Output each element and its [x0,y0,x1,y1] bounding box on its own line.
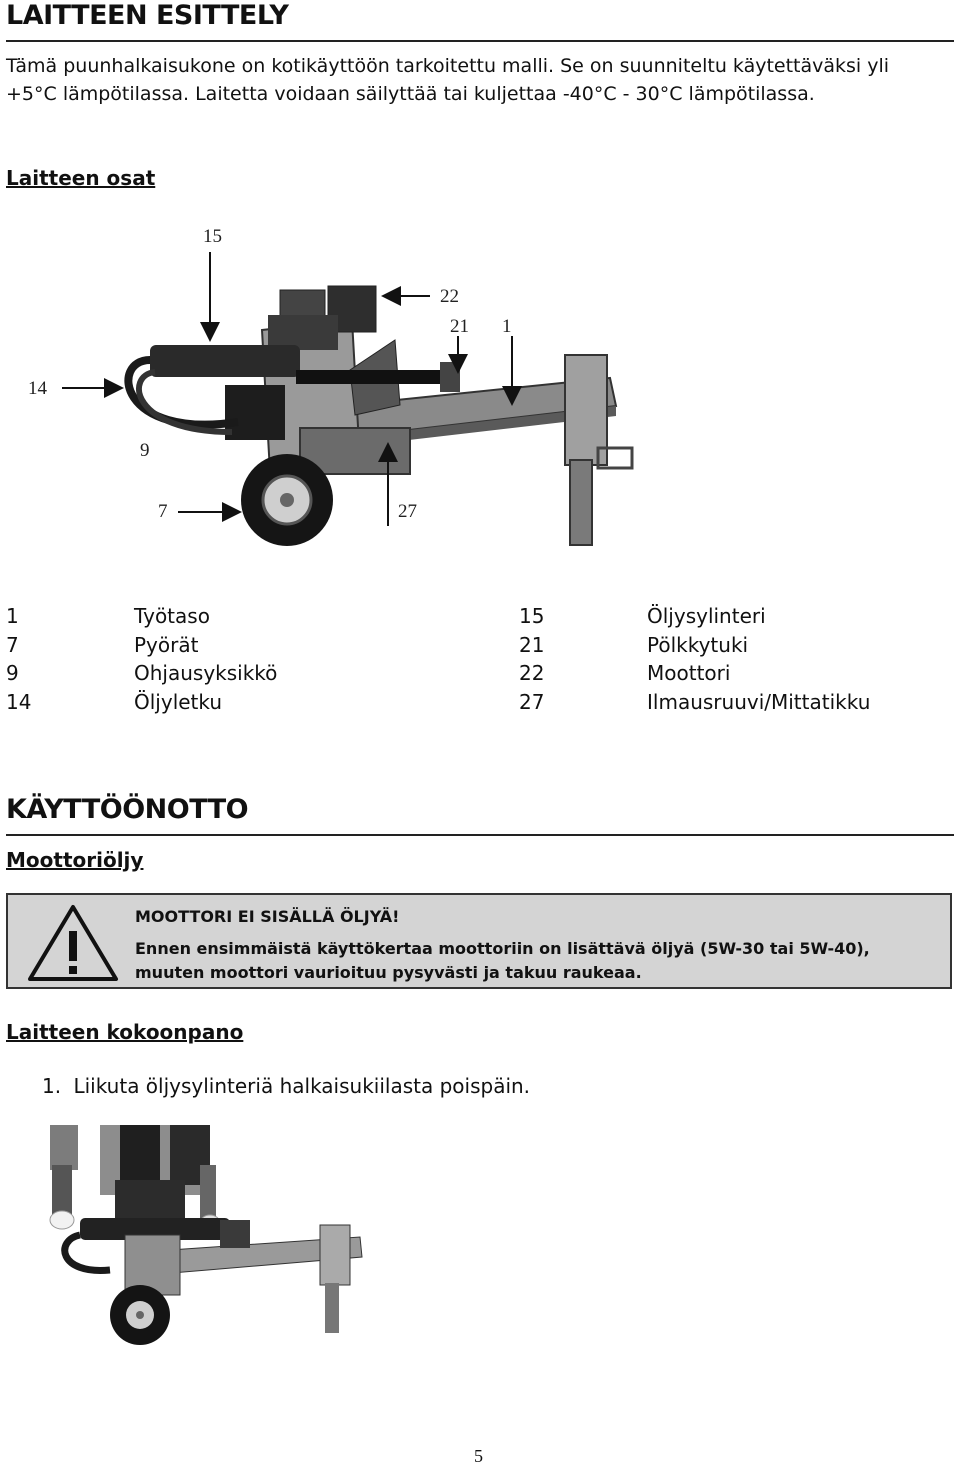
warning-line-1: Ennen ensimmäistä käyttökertaa moottoriin on lisättävä öljyä (5W-30 tai 5W-40), [135,939,870,958]
step-text: Liikuta öljysylinteriä halkaisukiilasta poispäin. [73,1074,531,1098]
part-name: Öljysylinteri [647,604,766,629]
warning-text [135,937,870,985]
part-name: Moottori [647,661,731,686]
section-heading-startup: KÄYTTÖÖNOTTO [6,794,249,825]
part-number: 14 [6,689,32,714]
callout-22: 22 [440,286,459,307]
oil-heading: Moottoriöljy [6,848,144,872]
log-splitter-diagram [0,210,700,560]
callout-9: 9 [140,440,150,461]
section-heading-intro: LAITTEEN ESITTELY [6,0,289,31]
step-number: 1. [42,1074,62,1098]
callout-21: 21 [450,316,469,337]
heading-rule [6,40,954,42]
intro-line-2: +5°C lämpötilassa. Laitetta voidaan säilyttää tai kuljettaa -40°C - 30°C lämpötilassa. [6,83,815,105]
part-number: 1 [6,604,19,629]
parts-row [6,688,870,717]
part-number: 9 [6,661,19,686]
part-number: 22 [519,661,545,686]
callout-1: 1 [502,316,512,337]
intro-line-1: Tämä puunhalkaisukone on kotikäyttöön tarkoitettu malli. Se on suunniteltu käytettäväksi yli [6,55,890,77]
part-name: Pölkkytuki [647,632,749,657]
assembly-heading: Laitteen kokoonpano [6,1020,244,1044]
intro-text [6,52,956,108]
part-number: 15 [519,604,545,629]
step-1 [42,1074,530,1098]
parts-table [6,602,870,716]
part-number: 21 [519,632,545,657]
part-number: 7 [6,632,19,657]
warning-line-2: muuten moottori vaurioituu pysyvästi ja takuu raukeaa. [135,963,642,982]
part-name: Öljyletku [134,689,223,714]
part-number: 27 [519,689,545,714]
part-name: Pyörät [134,632,199,657]
parts-heading: Laitteen osat [6,166,156,190]
callout-14: 14 [28,378,47,399]
callout-15: 15 [203,226,222,247]
warning-box [6,893,952,989]
part-name: Ilmausruuvi/Mittatikku [647,689,871,714]
callout-7: 7 [158,501,168,522]
parts-row [6,659,870,688]
part-name: Työtaso [134,604,210,629]
heading-rule [6,834,954,836]
parts-row [6,631,870,660]
warning-title: MOOTTORI EI SISÄLLÄ ÖLJYÄ! [135,907,400,926]
parts-row [6,602,870,631]
callout-27: 27 [398,501,417,522]
part-name: Ohjausyksikkö [134,661,278,686]
page-number: 5 [474,1446,483,1466]
warning-triangle-icon [26,903,120,983]
assembly-photo [40,1125,380,1350]
